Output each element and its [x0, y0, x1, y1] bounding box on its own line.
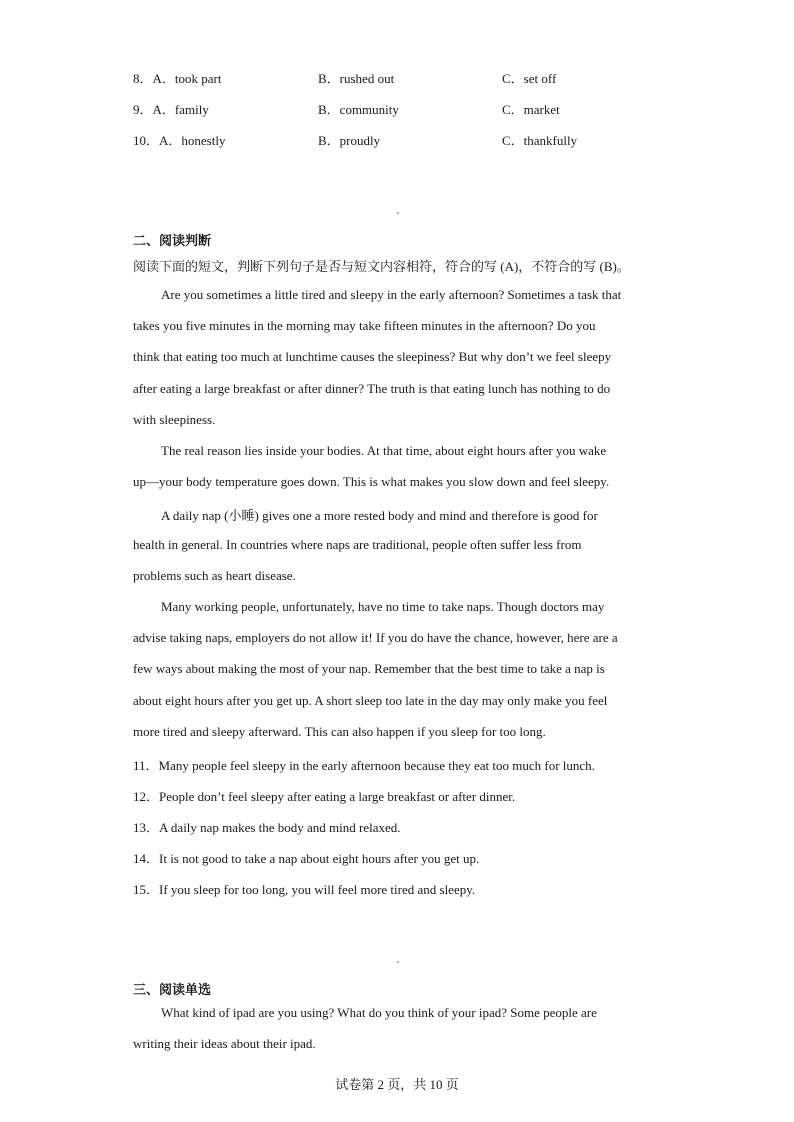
- option-c: C．thankfully: [502, 133, 578, 148]
- passage-line: A daily nap (小睡) gives one a more rested body and mind and therefore is good for: [161, 508, 598, 523]
- passage-line: about eight hours after you get up. A short sleep too late in the day may only make you feel: [133, 693, 608, 708]
- passage-line: think that eating too much at lunchtime causes the sleepiness? But why don’t we feel sleepy: [133, 349, 612, 364]
- page-divider-dot: [397, 961, 399, 963]
- passage-line: more tired and sleepy afterward. This can also happen if you sleep for too long.: [133, 724, 546, 739]
- option-a: 9．A．family: [133, 102, 209, 117]
- option-c: C．market: [502, 102, 560, 117]
- option-row-9: [133, 99, 733, 119]
- passage-line: after eating a large breakfast or after dinner? The truth is that eating lunch has nothing to do: [133, 381, 611, 396]
- passage-line: takes you five minutes in the morning may take fifteen minutes in the afternoon? Do you: [133, 318, 596, 333]
- question-13: 13．A daily nap makes the body and mind relaxed.: [133, 820, 401, 835]
- passage-line: with sleepiness.: [133, 412, 216, 427]
- option-c: C．set off: [502, 71, 557, 86]
- passage-line: Are you sometimes a little tired and sleepy in the early afternoon? Sometimes a task that: [161, 287, 622, 302]
- option-row-8: [133, 68, 733, 88]
- option-a: 8．A．took part: [133, 71, 222, 86]
- passage-line: advise taking naps, employers do not allow it! If you do have the chance, however, here are a: [133, 630, 618, 645]
- section-instruction: 阅读下面的短文，判断下列句子是否与短文内容相符，符合的写 (A)，不符合的写 (B)。: [133, 259, 630, 274]
- question-14: 14．It is not good to take a nap about eight hours after you get up.: [133, 851, 480, 866]
- section-title-reading-judgement: 二、阅读判断: [133, 233, 212, 248]
- passage-line: health in general. In countries where naps are traditional, people often suffer less from: [133, 537, 582, 552]
- passage-line: problems such as heart disease.: [133, 568, 296, 583]
- option-b: B．rushed out: [318, 71, 395, 86]
- passage-line: The real reason lies inside your bodies. At that time, about eight hours after you wake: [161, 443, 607, 458]
- option-a: 10．A．honestly: [133, 133, 226, 148]
- passage-line: Many working people, unfortunately, have no time to take naps. Though doctors may: [161, 599, 605, 614]
- question-15: 15．If you sleep for too long, you will feel more tired and sleepy.: [133, 882, 476, 897]
- page-divider-dot: [397, 212, 399, 214]
- option-b: B．proudly: [318, 133, 381, 148]
- option-row-10: [133, 130, 733, 150]
- passage-line: few ways about making the most of your nap. Remember that the best time to take a nap is: [133, 661, 605, 676]
- page-footer: 试卷第 2 页，共 10 页: [335, 1077, 459, 1092]
- question-11: 11．Many people feel sleepy in the early afternoon because they eat too much for lunch.: [133, 758, 595, 773]
- question-12: 12．People don’t feel sleepy after eating a large breakfast or after dinner.: [133, 789, 516, 804]
- option-b: B．community: [318, 102, 399, 117]
- passage-line: What kind of ipad are you using? What do you think of your ipad? Some people are: [161, 1005, 597, 1020]
- passage-line: writing their ideas about their ipad.: [133, 1036, 316, 1051]
- passage-line: up—your body temperature goes down. This is what makes you slow down and feel sleepy.: [133, 474, 610, 489]
- section-title-reading-choice: 三、阅读单选: [133, 982, 212, 997]
